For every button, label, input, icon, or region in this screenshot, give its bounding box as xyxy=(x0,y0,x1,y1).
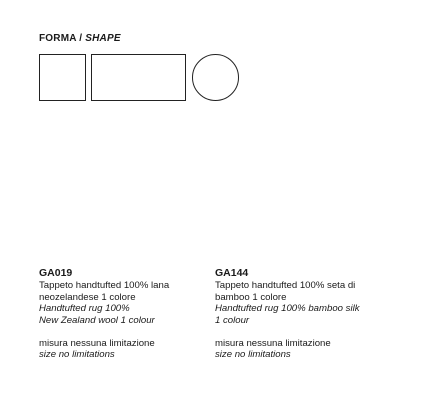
product-ga144 xyxy=(215,268,400,361)
size-italian: misura nessuna limitazione xyxy=(39,338,155,350)
size-english: size no limitations xyxy=(215,349,291,361)
rectangle-shape-icon xyxy=(91,54,186,101)
product-ga019 xyxy=(39,268,204,361)
product-code: GA019 xyxy=(39,267,73,279)
heading-italian: FORMA xyxy=(39,33,77,44)
description-italian-line1: Tappeto handtufted 100% seta di xyxy=(215,280,356,292)
description-english-line1: Handtufted rug 100% xyxy=(39,303,130,315)
description-italian-line2: neozelandese 1 colore xyxy=(39,291,136,303)
description-italian-line1: Tappeto handtufted 100% lana xyxy=(39,280,170,292)
circle-shape-icon xyxy=(192,54,239,101)
heading-english: SHAPE xyxy=(85,33,121,44)
description-english-line2: New Zealand wool 1 colour xyxy=(39,314,155,326)
description-italian-line2: bamboo 1 colore xyxy=(215,291,287,303)
product-code: GA144 xyxy=(215,267,249,279)
size-italian: misura nessuna limitazione xyxy=(215,338,331,350)
square-shape-icon xyxy=(39,54,86,101)
description-english-line1: Handtufted rug 100% bamboo silk xyxy=(215,303,360,315)
description-english-line2: 1 colour xyxy=(215,314,250,326)
heading-separator: / xyxy=(76,33,86,44)
section-heading xyxy=(39,33,121,44)
size-english: size no limitations xyxy=(39,349,115,361)
